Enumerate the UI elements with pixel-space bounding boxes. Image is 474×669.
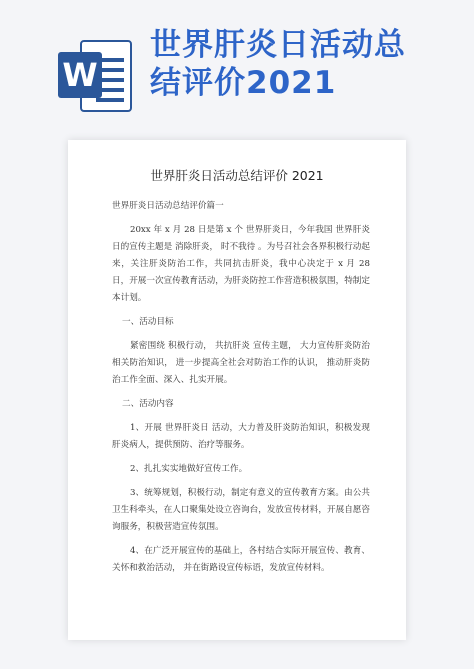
document-body xyxy=(112,198,370,584)
paragraph: 2、扎扎实实地做好宣传工作。 xyxy=(130,464,248,474)
document-page xyxy=(68,140,406,640)
banner-title-line1: 世界肝炎日活动总 xyxy=(150,27,406,63)
banner-title-line2: 结评价2021 xyxy=(150,65,337,101)
paragraph: 4、在广泛开展宣传的基础上，各村结合实际开展宣传、教育、关怀和救治活动， 并在街路设宣传标语，发放宣传材料。 xyxy=(112,546,370,573)
paragraph: 紧密围绕 积极行动， 共抗肝炎 宣传主题， 大力宣传肝炎防治相关防治知识， 进一步提高全社会对防治工作的认识， 推动肝炎防治工作全面、深入、扎实开展。 xyxy=(112,341,370,385)
document-subtitle: 世界肝炎日活动总结评价篇一 xyxy=(112,201,224,211)
paragraph: 3、统筹规划，积极行动，制定有意义的宣传教育方案。由公共卫生科牵头，在人口聚集处设立咨询台，发放宣传材料，开展自愿咨询服务，积极营造宣传氛围。 xyxy=(112,488,370,532)
document-title: 世界肝炎日活动总结评价 2021 xyxy=(150,168,324,183)
section-heading: 二、活动内容 xyxy=(122,399,174,409)
paragraph: 1、开展 世界肝炎日 活动，大力普及肝炎防治知识，积极发现肝炎病人，提供预防、治疗等服务。 xyxy=(112,423,370,450)
section-heading: 一、活动目标 xyxy=(122,317,174,327)
paragraph: 20xx 年 x 月 28 日是第 x 个 世界肝炎日，今年我国 世界肝炎日的宣传主题是 消除肝炎， 时不我待 。为号召社会各界积极行动起来，关注肝炎防治工作，共同抗击肝炎，我中心决定于 x 月 28 日，开展一次宣传教育活动，为肝炎防控工作营造积极氛围，特制定本计划。 xyxy=(112,225,370,303)
word-badge: W xyxy=(58,52,102,98)
word-doc-icon xyxy=(58,38,136,114)
banner xyxy=(0,0,474,120)
banner-title xyxy=(150,26,450,102)
